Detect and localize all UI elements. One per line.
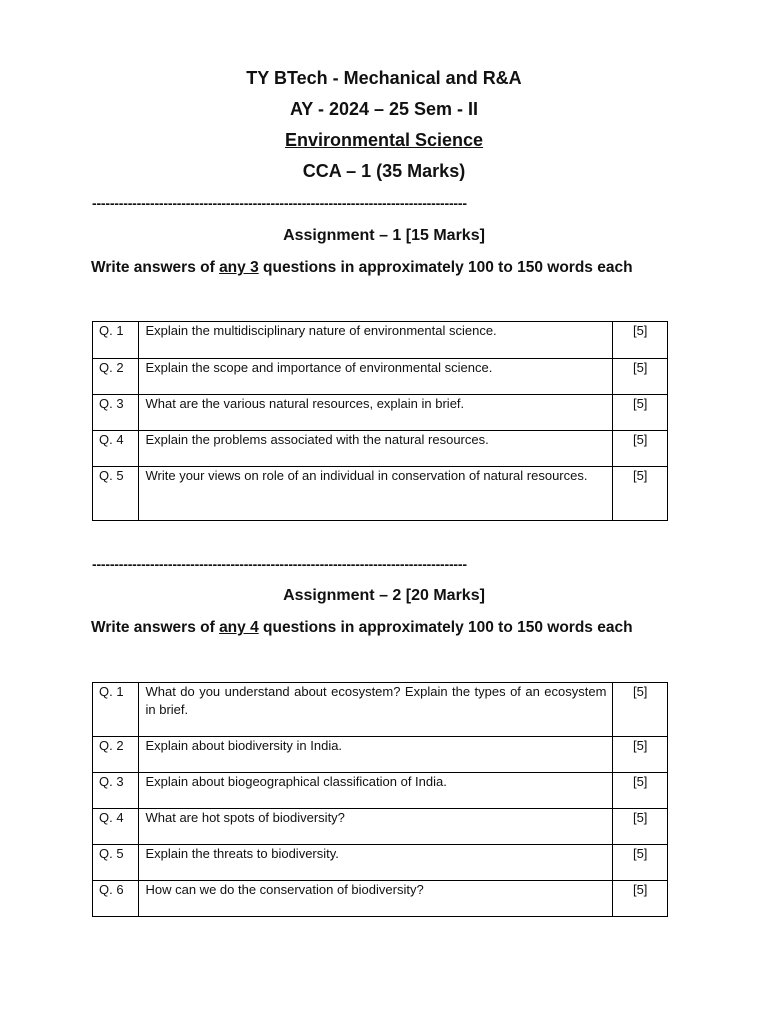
assignment-2-heading: Assignment – 2 [20 Marks]: [283, 587, 485, 604]
separator-line: ------------------------------------------------------------------------------------: [92, 195, 467, 211]
instruction-text: Write answers of: [91, 619, 220, 636]
assignment-1-heading: Assignment – 1 [15 Marks]: [283, 227, 485, 244]
question-text: How can we do the conservation of biodiversity?: [139, 881, 613, 917]
question-row: [93, 359, 668, 395]
instruction-any-count: any 4: [219, 619, 259, 636]
question-marks: [5]: [613, 322, 668, 359]
question-text: Explain the threats to biodiversity.: [139, 845, 613, 881]
academic-year: AY - 2024 – 25 Sem - II: [289, 99, 479, 119]
question-marks: [5]: [613, 845, 668, 881]
question-row: [93, 809, 668, 845]
subject-title-text: Environmental Science: [284, 130, 484, 150]
question-text: Write your views on role of an individual in conservation of natural resources.: [139, 467, 613, 521]
question-number: Q. 4: [93, 431, 139, 467]
question-row: [93, 683, 668, 737]
assignment-2-question-table: [92, 682, 668, 917]
subject-title: [0, 129, 768, 151]
instruction-text: questions in approximately 100 to 150 words each: [258, 259, 633, 276]
question-number: Q. 2: [93, 737, 139, 773]
question-number: Q. 3: [93, 395, 139, 431]
question-number: Q. 1: [93, 322, 139, 359]
assignment-2-instruction: [91, 618, 691, 638]
assignment-1-instruction: [91, 258, 691, 278]
question-text: What are the various natural resources, explain in brief.: [139, 395, 613, 431]
question-text: Explain about biogeographical classification of India.: [139, 773, 613, 809]
question-marks: [5]: [613, 881, 668, 917]
cca-title: CCA – 1 (35 Marks): [302, 161, 466, 181]
question-marks: [5]: [613, 809, 668, 845]
question-text: Explain the multidisciplinary nature of environmental science.: [139, 322, 613, 359]
question-number: Q. 3: [93, 773, 139, 809]
question-number: Q. 6: [93, 881, 139, 917]
separator-line: ------------------------------------------------------------------------------------: [92, 556, 467, 572]
question-marks: [5]: [613, 431, 668, 467]
course-title: TY BTech - Mechanical and R&A: [246, 68, 522, 88]
question-text: Explain the problems associated with the natural resources.: [139, 431, 613, 467]
instruction-text: questions in approximately 100 to 150 words each: [258, 619, 633, 636]
question-number: Q. 5: [93, 467, 139, 521]
question-row: [93, 467, 668, 521]
question-marks: [5]: [613, 467, 668, 521]
question-row: [93, 395, 668, 431]
question-marks: [5]: [613, 773, 668, 809]
question-row: [93, 881, 668, 917]
question-text: What do you understand about ecosystem? Explain the types of an ecosystem in brief.: [139, 683, 613, 737]
instruction-any-count: any 3: [219, 259, 259, 276]
question-text: What are hot spots of biodiversity?: [139, 809, 613, 845]
question-marks: [5]: [613, 395, 668, 431]
instruction-text: Write answers of: [91, 259, 220, 276]
question-row: [93, 845, 668, 881]
question-marks: [5]: [613, 359, 668, 395]
question-marks: [5]: [613, 737, 668, 773]
question-text: Explain about biodiversity in India.: [139, 737, 613, 773]
question-row: [93, 737, 668, 773]
question-number: Q. 1: [93, 683, 139, 737]
assignment-1-question-table: [92, 321, 668, 521]
question-text: Explain the scope and importance of environmental science.: [139, 359, 613, 395]
question-number: Q. 5: [93, 845, 139, 881]
question-row: [93, 773, 668, 809]
question-number: Q. 4: [93, 809, 139, 845]
question-marks: [5]: [613, 683, 668, 737]
question-number: Q. 2: [93, 359, 139, 395]
question-row: [93, 431, 668, 467]
question-row: [93, 322, 668, 359]
